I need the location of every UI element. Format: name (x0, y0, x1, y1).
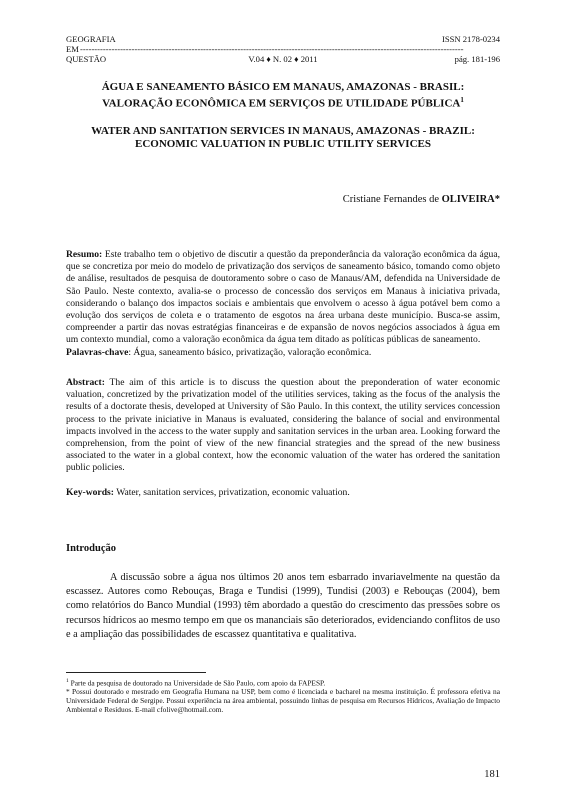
header-divider: -------------------------------------------------------------------------------------------------------------------------------------- (80, 44, 464, 54)
em-prefix: EM (66, 44, 79, 54)
palavras-chave-text: : Água, saneamento básico, privatização, valoração econômica. (128, 347, 372, 358)
abstract-label: Abstract: (66, 377, 105, 388)
title-en-line-1: WATER AND SANITATION SERVICES IN MANAUS, AMAZONAS - BRAZIL: (91, 125, 475, 137)
running-header-row-2 (66, 44, 500, 54)
keywords-label: Key-words: (66, 487, 114, 498)
keywords-paragraph (66, 487, 500, 499)
section-label: QUESTÃO (66, 54, 107, 64)
palavras-chave-paragraph (66, 347, 500, 359)
resumo-paragraph (66, 249, 500, 347)
introducao-heading: Introdução (66, 543, 116, 554)
title-portuguese (66, 81, 500, 111)
resumo-label: Resumo: (66, 249, 103, 260)
footnote-1-mark: 1 (66, 678, 69, 684)
running-header-row-3 (66, 54, 500, 64)
keywords-text: Water, sanitation services, privatization, economic valuation. (116, 487, 350, 498)
resumo-text: Este trabalho tem o objetivo de discutir a questão da preponderância da valoração econômica da água, que se concretiza por meio do modelo de privatização dos serviços de saneamento básico, tomando como objeto de análise, resultados de pesquisa de doutoramento sobre o caso de Manaus/AM, defendida na Universidade de São Paulo. Neste contexto, avalia-se o processo de concessão dos serviços em Manaus à iniciativa privada, considerando o balanço dos impactos sociais e ambientais que envolvem o acesso à água potável bem como a evolução dos serviços de coleta e o tratamento de esgotos na área urbana deste município. Busca-se assim, compreender a partir das novas estratégias financeiras e de expansão de novos negócios associados à água em um contexto mundial, como a valoração econômica da água tem ditado as políticas públicas de saneamento. (66, 249, 500, 346)
abstract-text: The aim of this article is to discuss the question about the preponderation of water economic valuation, concretized by the privatization model of the utilities services, taking as the focus of the analysis the results of a doctorate thesis, developed at University of São Paulo. In this context, the utility services concession process to the private iniciative in Manaus is evaluated, considering the balance of social and environmental impacts involved in the access to the water supply and sanitation services in the urban area. Looking forward the comprehension, from the point of view of the new financial strategies and the spread of the new business associated to the water in a global context, how the economic valuation of the water has ordered the sanitation public policies. (66, 377, 500, 474)
footnote-author: * Possui doutorado e mestrado em Geografia Humana na USP, bem como é licenciada e bacharel na mesma instituição. É professora efetiva na Universidade Federal de Sergipe. Possui experiência na área ambiental, possuindo linhas de pesquisa em Recursos Hídricos, Avaliação de Impacto Ambiental e Resíduos. E-mail cfolive@hotmail.com. (66, 687, 500, 715)
volume-info: V.04 ♦ N. 02 ♦ 2011 (248, 54, 318, 64)
journal-name: GEOGRAFIA (66, 34, 116, 44)
footnote-1-text: Parte da pesquisa de doutorado na Universidade de São Paulo, com apoio da FAPESP. (70, 678, 326, 688)
title-english (66, 125, 500, 151)
page-number: 181 (484, 769, 500, 780)
author-given-name: Cristiane Fernandes de (342, 194, 440, 205)
issn: ISSN 2178-0234 (441, 34, 500, 44)
page-range: pág. 181-196 (454, 54, 500, 64)
palavras-chave-label: Palavras-chave (66, 347, 129, 358)
footnote-rule (66, 672, 206, 673)
title-footnote-mark: 1 (460, 96, 464, 104)
title-pt-line-2: VALORAÇÃO ECONÔMICA EM SERVIÇOS DE UTILIDADE PÚBLICA$^1$ (102, 96, 464, 110)
author-line (343, 194, 500, 205)
abstract-paragraph (66, 377, 500, 475)
author-surname: OLIVEIRA* (441, 194, 500, 205)
introducao-paragraph: A discussão sobre a água nos últimos 20 anos tem esbarrado invariavelmente na questão da escassez. Autores como Rebouças, Braga e Tundisi (1999), Tundisi (2003) e Rebouças (2004), bem como relatórios do Banco Mundial (1993) têm abordado a questão do crescimento das pressões sobre os recursos hídricos ao mesmo tempo em que os mananciais são deteriorados, evidenciando conflitos de uso e a ampliação das possibilidades de escassez quantitativa e qualitativa. (66, 572, 500, 640)
title-pt-line-1: ÁGUA E SANEAMENTO BÁSICO EM MANAUS, AMAZONAS - BRASIL: (101, 81, 465, 93)
title-en-line-2: ECONOMIC VALUATION IN PUBLIC UTILITY SERVICES (135, 138, 431, 150)
running-header-row-1 (66, 34, 500, 44)
